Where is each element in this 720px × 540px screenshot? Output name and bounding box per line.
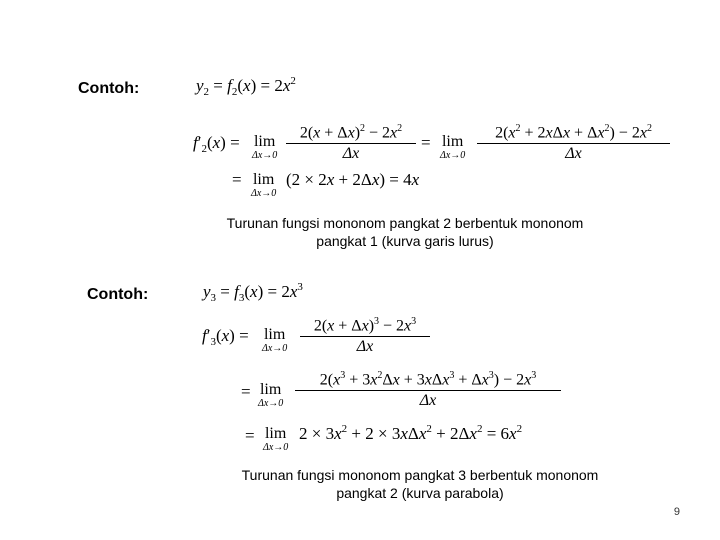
eq1-limit-1: lim Δx→0	[252, 133, 278, 161]
example1-caption-line1: Turunan fungsi mononom pangkat 2 berbentuk mononom	[226, 215, 584, 231]
eq1-result: (2 × 2x + 2Δx) = 4x	[286, 170, 420, 189]
example1-label: Contoh:	[78, 80, 140, 97]
eq1-fraction-2: $2(x^2 + 2x\Delta x + \Delta x^2) - 2x^2$ Δx	[477, 119, 670, 164]
example1-caption-line2: pangkat 1 (kurva garis lurus)	[316, 233, 494, 249]
eq2-limit-1: lim Δx→0	[262, 326, 288, 354]
eq2-fraction-2: $2(x^3 + 3x^2\Delta x + 3x\Delta x^3 + \Delta x^3) - 2x^3$ Δx	[295, 366, 561, 411]
eq1-definition: y2 = f2(x) = 2x2	[196, 75, 296, 98]
example2-caption-line2: pangkat 2 (kurva parabola)	[336, 485, 504, 501]
eq2-derivative-lhs: f′3(x) =	[202, 326, 249, 348]
eq1-derivative-lhs: f′2(x) =	[193, 133, 240, 155]
eq2-fraction-1: $2(x + \Delta x)^3 - 2x^3$ Δx	[300, 312, 430, 357]
eq1-limit-2: lim Δx→0	[440, 133, 466, 161]
eq2-result: 2 × 3x2 + 2 × 3xΔx2 + 2Δx2 = 6x2	[299, 423, 523, 443]
example1-caption	[190, 214, 620, 250]
example2-caption-line1: Turunan fungsi mononom pangkat 3 berbentuk mononom	[241, 467, 599, 483]
example2-caption	[205, 466, 635, 502]
eq2-equals-3: =	[245, 426, 255, 445]
eq1-equals: =	[421, 133, 431, 152]
page-number: 9	[673, 506, 680, 518]
eq1-fraction-1: $2(x + \Delta x)^2 - 2x^2$ Δx	[286, 119, 416, 164]
eq1-equals-2: =	[232, 170, 242, 189]
eq1-limit-3: lim Δx→0	[251, 171, 277, 199]
example2-label: Contoh:	[87, 286, 149, 303]
eq2-limit-3: lim Δx→0	[263, 425, 289, 453]
eq2-definition: y3 = f3(x) = 2x3	[203, 281, 303, 304]
eq2-limit-2: lim Δx→0	[258, 381, 284, 409]
eq2-equals-2: =	[241, 382, 251, 401]
